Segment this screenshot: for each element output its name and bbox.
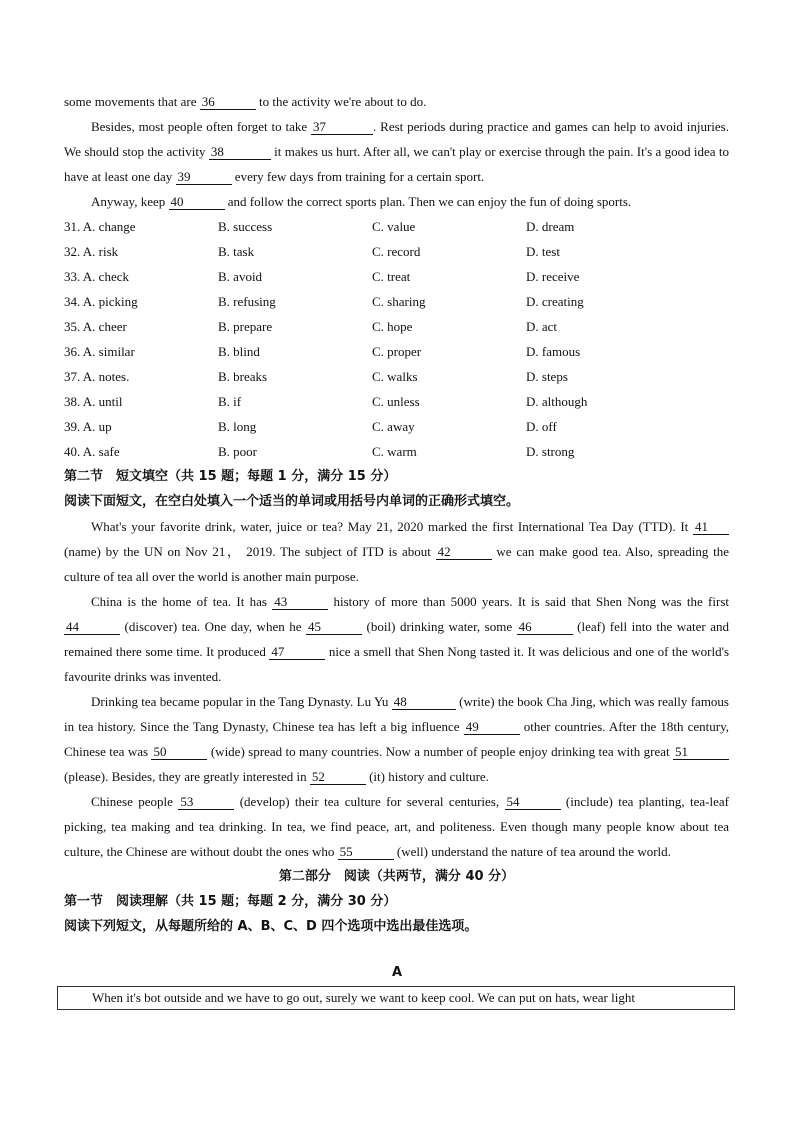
blank-49: 49 <box>464 719 520 735</box>
blank-41: 41 <box>693 519 729 535</box>
blank-36: 36 <box>200 94 256 110</box>
passage-paragraph-3: Drinking tea became popular in the Tang Dynasty. Lu Yu 48 (write) the book Cha Jing, which was really famous in tea history. Since the Tang Dynasty, Chinese tea has left a big influence 49 other countries. After the 18th century, Chinese tea was 50 (wide) spread to many countries. Now a number of people enjoy drinking tea with great 51 (please). Besides, they are greatly interested in 52 (it) history and culture. <box>64 694 729 784</box>
blank-52: 52 <box>310 769 366 785</box>
blank-48: 48 <box>392 694 456 710</box>
options-list <box>64 214 729 464</box>
passage-paragraph-1: What's your favorite drink, water, juice or tea? May 21, 2020 marked the first International Tea Day (TTD). It 41 (name) by the UN on Nov 21， 2019. The subject of ITD is about 42 we can make good tea. Also, spreading the culture of tea all over the world is another main purpose. <box>64 519 729 584</box>
option-row: 38. A. until B. if C. unless D. although <box>64 394 588 409</box>
blank-43: 43 <box>272 594 328 610</box>
blank-46: 46 <box>517 619 573 635</box>
blank-45: 45 <box>306 619 362 635</box>
part2-title: 第二部分 阅读（共两节，满分 40 分） <box>278 869 515 884</box>
section2-instruction: 阅读下面短文，在空白处填入一个适当的单词或用括号内单词的正确形式填空。 <box>64 494 520 509</box>
cloze-paragraph-3: Anyway, keep 40 and follow the correct sports plan. Then we can enjoy the fun of doing sports. <box>91 194 632 209</box>
blank-39: 39 <box>176 169 232 185</box>
blank-44: 44 <box>64 619 120 635</box>
blank-53: 53 <box>178 794 234 810</box>
passage-a-label: A <box>391 965 403 980</box>
passage-paragraph-2: China is the home of tea. It has 43 history of more than 5000 years. It is said that Shen Nong was the first 44 (discover) tea. One day, when he 45 (boil) drinking water, some 46 (leaf) fell into the water and remained there some time. It produced 47 nice a smell that Shen Nong tasted it. It was delicious and one of the world's favourite drinks was invented. <box>64 594 729 684</box>
passage-paragraph-4: Chinese people 53 (develop) their tea culture for several centuries, 54 (include) tea planting, tea-leaf picking, tea making and tea drinking. In tea, we find peace, art, and politeness. Even though many people know about tea culture, the Chinese are without doubt the ones who 55 (well) understand the nature of tea around the world. <box>64 794 729 859</box>
blank-54: 54 <box>505 794 561 810</box>
blank-47: 47 <box>269 644 325 660</box>
blank-38: 38 <box>209 144 271 160</box>
option-row: 39. A. up B. long C. away D. off <box>64 419 557 434</box>
option-row: 33. A. check B. avoid C. treat D. receive <box>64 269 580 284</box>
blank-40: 40 <box>169 194 225 210</box>
blank-50: 50 <box>151 744 207 760</box>
option-row: 31. A. change B. success C. value D. dream <box>64 219 575 234</box>
option-row: 35. A. cheer B. prepare C. hope D. act <box>64 319 558 334</box>
option-row: 40. A. safe B. poor C. warm D. strong <box>64 444 575 459</box>
passage-a-box <box>57 986 735 1010</box>
section2-heading: 第二节 短文填空（共 15 题；每题 1 分，满分 15 分） <box>64 469 397 484</box>
passage-a-text: When it's bot outside and we have to go out, surely we want to keep cool. We can put on hats, wear light <box>92 990 635 1005</box>
option-row: 36. A. similar B. blind C. proper D. famous <box>64 344 581 359</box>
option-row: 34. A. picking B. refusing C. sharing D. creating <box>64 294 584 309</box>
blank-55: 55 <box>338 844 394 860</box>
cloze-paragraph-1: some movements that are 36 to the activity we're about to do. <box>64 94 427 109</box>
part2-section1-instruction: 阅读下列短文，从每题所给的 A、B、C、D 四个选项中选出最佳选项。 <box>64 919 478 934</box>
option-row: 32. A. risk B. task C. record D. test <box>64 244 560 259</box>
option-row: 37. A. notes. B. breaks C. walks D. steps <box>64 369 568 384</box>
part2-section1-heading: 第一节 阅读理解（共 15 题；每题 2 分，满分 30 分） <box>64 894 397 909</box>
blank-51: 51 <box>673 744 729 760</box>
blank-42: 42 <box>436 544 492 560</box>
page-content <box>64 89 729 939</box>
cloze-paragraph-2: Besides, most people often forget to take 37 . Rest periods during practice and games can help to avoid injuries. We should stop the activity 38 it makes us hurt. After all, we can't play or exercise through the pain. It's a good idea to have at least one day 39 every few days from training for a certain sport. <box>64 119 729 184</box>
blank-37: 37 <box>311 119 373 135</box>
